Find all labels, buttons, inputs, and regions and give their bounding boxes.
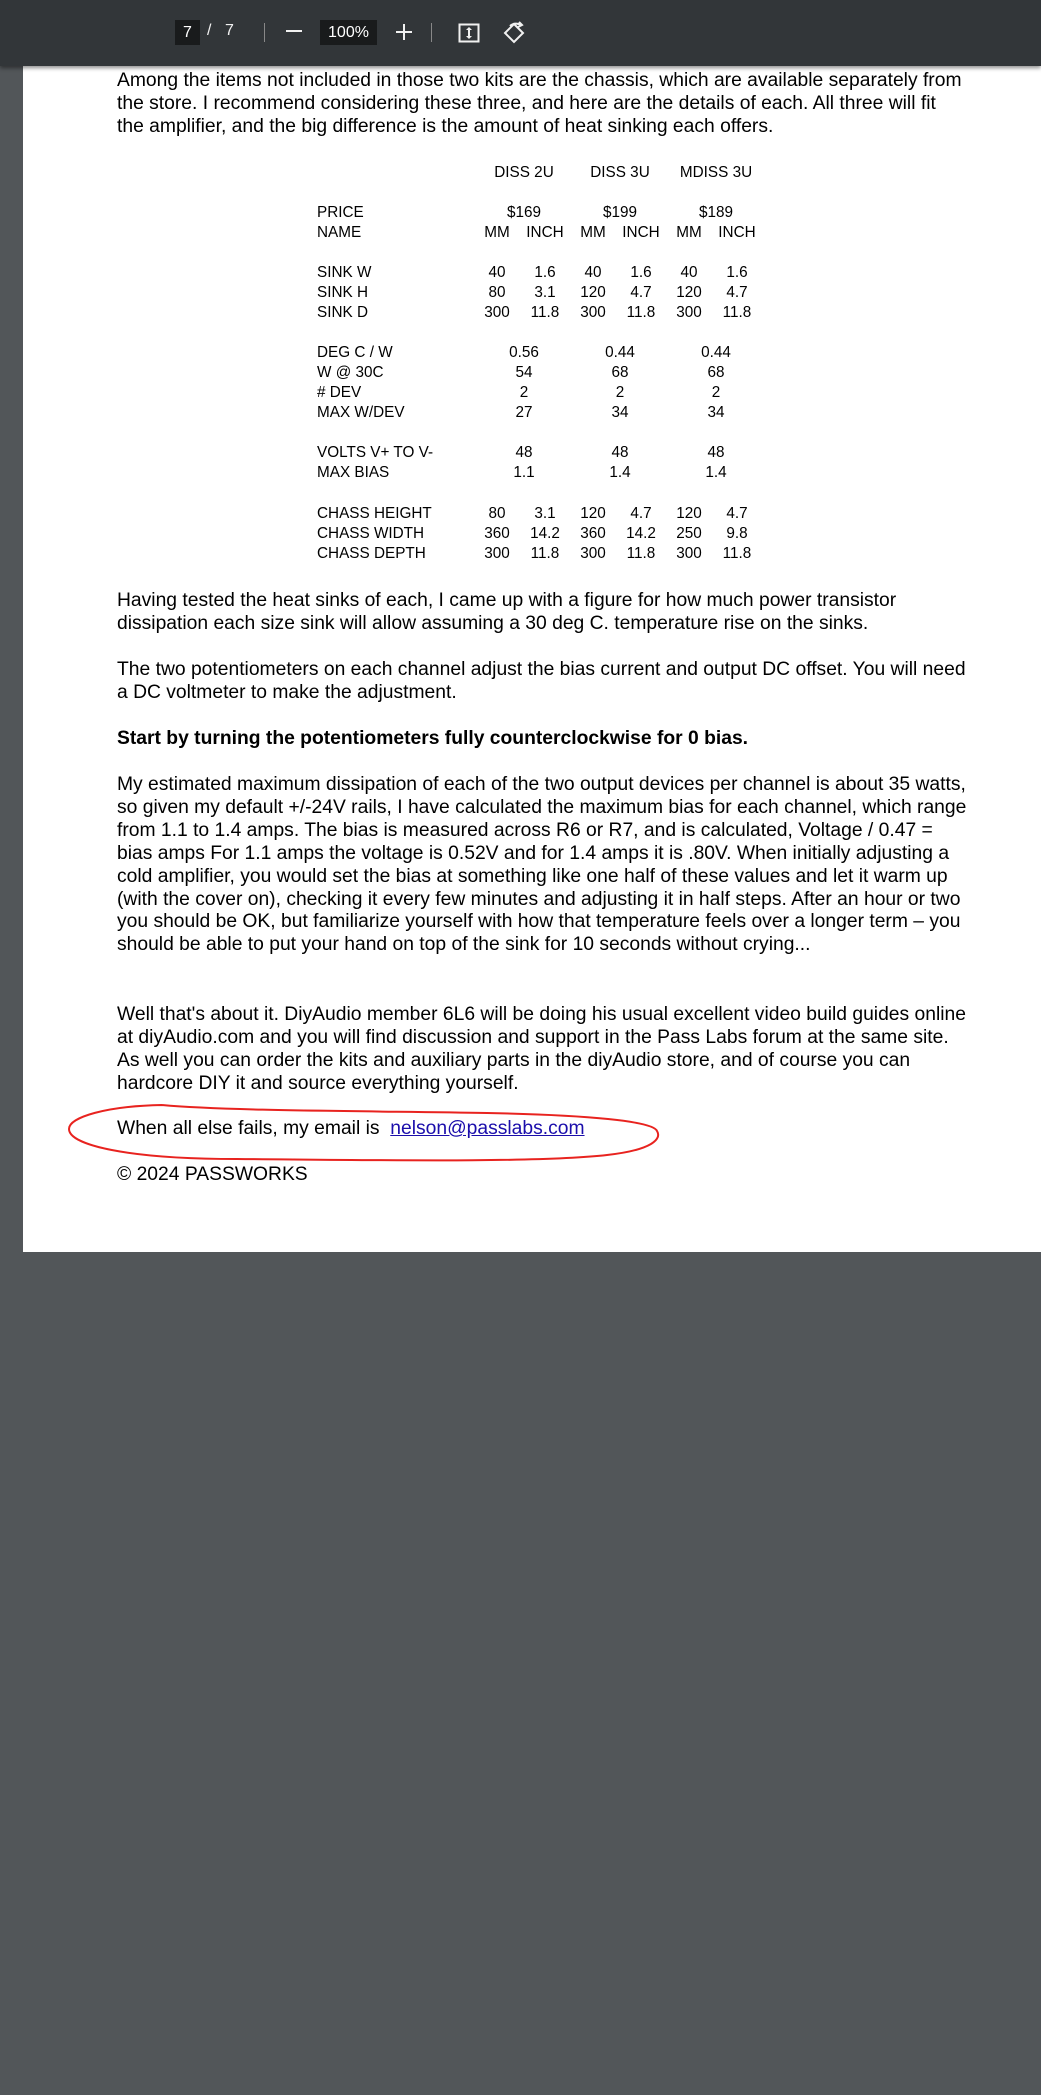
row-label: W @ 30C [317,364,384,381]
unit-label: INCH [526,224,564,241]
table-cell: 1.1 [513,464,535,481]
pdf-toolbar [0,0,1041,66]
row-label: MAX BIAS [317,464,390,481]
unit-label: MM [676,224,702,241]
row-label: NAME [317,224,362,241]
row-label: CHASS DEPTH [317,545,426,562]
table-cell: 48 [611,444,629,461]
table-cell: 0.44 [701,344,731,361]
email-prefix: When all else fails, my email is [117,1118,380,1139]
table-cell: 1.6 [726,264,748,281]
table-header: MDISS 3U [679,164,753,181]
zoom-out-icon[interactable] [286,30,302,32]
email-link[interactable]: nelson@passlabs.com [390,1118,585,1139]
annotation-stroke [69,1105,658,1160]
table-cell: 9.8 [726,525,748,542]
row-label: PRICE [317,204,364,221]
pdf-page [23,66,1041,1252]
rotate-icon[interactable] [501,20,527,46]
table-cell: 0.44 [605,344,635,361]
table-cell: 48 [707,444,725,461]
price-value: $169 [506,204,542,221]
table-cell: 3.1 [534,505,556,522]
table-cell: 4.7 [630,284,652,301]
table-cell: 120 [580,505,606,522]
table-cell: 80 [488,505,506,522]
table-cell: 120 [580,284,606,301]
row-label: CHASS WIDTH [317,525,425,542]
row-label: # DEV [317,384,362,401]
table-header: DISS 3U [590,164,650,181]
table-cell: 40 [488,264,506,281]
price-value: $199 [602,204,638,221]
table-cell: 1.4 [609,464,631,481]
toolbar-divider [431,23,432,42]
table-cell: 54 [515,364,533,381]
table-cell: 4.7 [726,284,748,301]
table-cell: 300 [676,304,702,321]
table-cell: 3.1 [534,284,556,301]
table-cell: 48 [515,444,533,461]
closing-paragraph: Well that's about it. DiyAudio member 6L6 will be doing his usual excellent video build guides online at diyAudio.com and you will find discussion and support in the Pass Labs forum at the same site. As well you can order the kits and auxiliary parts in the diyAudio store, and of course you can hardcore DIY it and source everything yourself. [117,1004,966,1094]
unit-label: MM [580,224,606,241]
heatsink-paragraph: Having tested the heat sinks of each, I came up with a figure for how much power transistor dissipation each size sink will allow assuming a 30 deg C. temperature rise on the sinks. [117,590,897,634]
table-cell: 360 [580,525,606,542]
row-label: SINK D [317,304,368,321]
zoom-in-icon[interactable] [395,23,413,41]
table-cell: 120 [676,284,702,301]
row-label: VOLTS V+ TO V- [317,444,434,461]
table-cell: 120 [676,505,702,522]
table-cell: 2 [519,384,529,401]
page-number-input[interactable]: 7 [175,20,200,45]
table-header: DISS 2U [494,164,554,181]
zoom-level-input[interactable]: 100% [320,20,377,45]
row-label: SINK H [317,284,368,301]
viewer-background [0,66,22,1252]
bold-instruction: Start by turning the potentiometers fully counterclockwise for 0 bias. [117,728,749,749]
table-cell: 27 [515,404,533,421]
table-cell: 68 [707,364,725,381]
table-cell: 11.8 [722,304,752,321]
table-cell: 250 [676,525,702,542]
bias-paragraph: My estimated maximum dissipation of each of the two output devices per channel is about 35 watts, so given my default +/-24V rails, I have calculated the maximum bias for each channel, which range from 1.1 to 1.4 amps. The bias is measured across R6 or R7, and is calculated, Voltage / 0.47 = bias amps For 1.1 amps the voltage is 0.52V and for 1.4 amps it is .80V. When initially adjusting a cold amplifier, you would set the bias at something like one half of these values and let it warm up (with the cover on), checking it every few minutes and adjusting it in half steps. After an hour or two you should be OK, but familiarize yourself with how that temperature feels over a longer term – you should be able to put your hand on top of the sink for 10 seconds without crying... [117,774,967,956]
table-cell: 11.8 [530,545,560,562]
table-cell: 0.56 [509,344,539,361]
toolbar-divider [264,23,265,42]
table-cell: 80 [488,284,506,301]
table-cell: 2 [711,384,721,401]
table-cell: 40 [584,264,602,281]
price-value: $189 [698,204,734,221]
table-cell: 40 [680,264,698,281]
table-cell: 300 [580,545,606,562]
table-cell: 4.7 [630,505,652,522]
table-cell: 11.8 [722,545,752,562]
table-cell: 1.6 [630,264,652,281]
row-label: CHASS HEIGHT [317,505,432,522]
table-cell: 300 [580,304,606,321]
intro-paragraph: Among the items not included in those two kits are the chassis, which are available separately from the store. I recommend considering these three, and here are the details of each. All three will fit the amplifier, and the big difference is the amount of heat sinking each offers. [117,70,962,137]
row-label: MAX W/DEV [317,404,405,421]
table-cell: 11.8 [626,304,656,321]
table-cell: 14.2 [626,525,656,542]
unit-label: MM [484,224,510,241]
row-label: DEG C / W [317,344,393,361]
table-cell: 1.4 [705,464,727,481]
table-cell: 34 [707,404,725,421]
red-annotation-circle [67,1103,667,1165]
unit-label: INCH [622,224,660,241]
table-cell: 68 [611,364,629,381]
page-separator: / [207,22,212,39]
unit-label: INCH [718,224,756,241]
fit-page-icon[interactable] [457,21,481,45]
total-pages: 7 [225,22,234,39]
table-cell: 360 [484,525,510,542]
table-cell: 14.2 [530,525,560,542]
table-cell: 300 [484,545,510,562]
potentiometer-paragraph: The two potentiometers on each channel adjust the bias current and output DC offset. You will need a DC voltmeter to make the adjustment. [117,659,966,703]
table-cell: 300 [484,304,510,321]
copyright: © 2024 PASSWORKS [117,1164,308,1185]
table-cell: 2 [615,384,625,401]
table-cell: 11.8 [530,304,560,321]
row-label: SINK W [317,264,372,281]
table-cell: 1.6 [534,264,556,281]
table-cell: 4.7 [726,505,748,522]
table-cell: 300 [676,545,702,562]
table-cell: 34 [611,404,629,421]
table-cell: 11.8 [626,545,656,562]
